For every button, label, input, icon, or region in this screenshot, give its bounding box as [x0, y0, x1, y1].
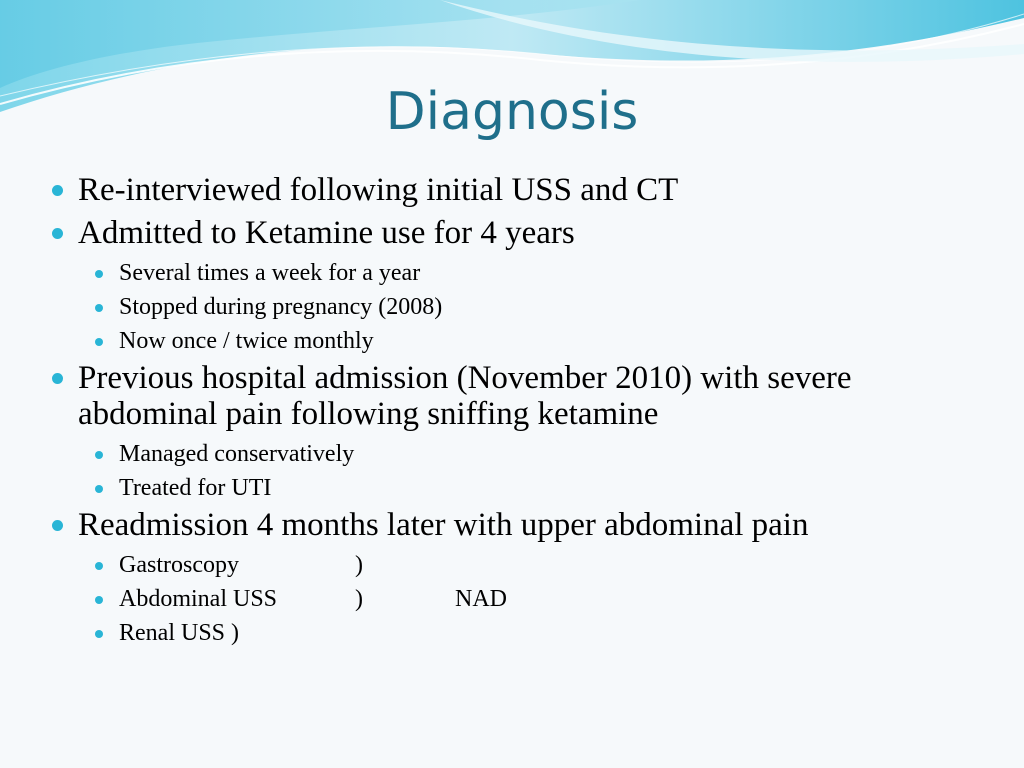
bracket: )	[355, 586, 363, 612]
bullet-icon	[52, 185, 63, 196]
bullet-icon	[52, 373, 63, 384]
sub-bullet-text: Several times a week for a year	[119, 260, 421, 286]
sub-bullet-item	[48, 550, 948, 580]
sub-bullet-item	[48, 292, 948, 322]
sub-bullet-icon	[95, 630, 103, 638]
sub-bullet-item	[48, 439, 948, 469]
bullet-item	[48, 172, 948, 208]
bullet-item	[48, 360, 948, 432]
sub-bullet-text: Treated for UTI	[119, 475, 272, 501]
sub-bullet-icon	[95, 485, 103, 493]
sub-bullet-icon	[95, 451, 103, 459]
investigation-name: Abdominal USS	[119, 586, 278, 612]
bullet-text: Previous hospital admission (November 2010) with severe abdominal pain following sniffing ketamine	[78, 360, 852, 432]
sub-bullet-item	[48, 584, 948, 614]
bullet-icon	[52, 520, 63, 531]
bracket: )	[355, 552, 363, 578]
bullet-text: Admitted to Ketamine use for 4 years	[78, 215, 575, 251]
bullet-text: Readmission 4 months later with upper abdominal pain	[78, 507, 809, 543]
sub-bullet-icon	[95, 596, 103, 604]
sub-bullet-icon	[95, 304, 103, 312]
bullet-list	[48, 172, 948, 652]
bullet-item	[48, 507, 948, 543]
sub-bullet-text: Managed conservatively	[119, 441, 355, 467]
slide-title: Diagnosis	[385, 82, 639, 142]
sub-bullet-text: Stopped during pregnancy (2008)	[119, 294, 443, 320]
sub-bullet-icon	[95, 562, 103, 570]
sub-bullet-item	[48, 618, 948, 648]
bullet-icon	[52, 228, 63, 239]
bullet-item	[48, 215, 948, 251]
sub-bullet-item	[48, 258, 948, 288]
result: NAD	[455, 586, 507, 612]
investigation-name: Gastroscopy	[119, 552, 239, 578]
sub-bullet-text: Now once / twice monthly	[119, 328, 374, 354]
sub-bullet-icon	[95, 270, 103, 278]
sub-bullet-item	[48, 473, 948, 503]
investigation-name: Renal USS )	[119, 620, 239, 646]
sub-bullet-icon	[95, 338, 103, 346]
sub-bullet-item	[48, 326, 948, 356]
bullet-text: Re-interviewed following initial USS and CT	[78, 172, 679, 208]
